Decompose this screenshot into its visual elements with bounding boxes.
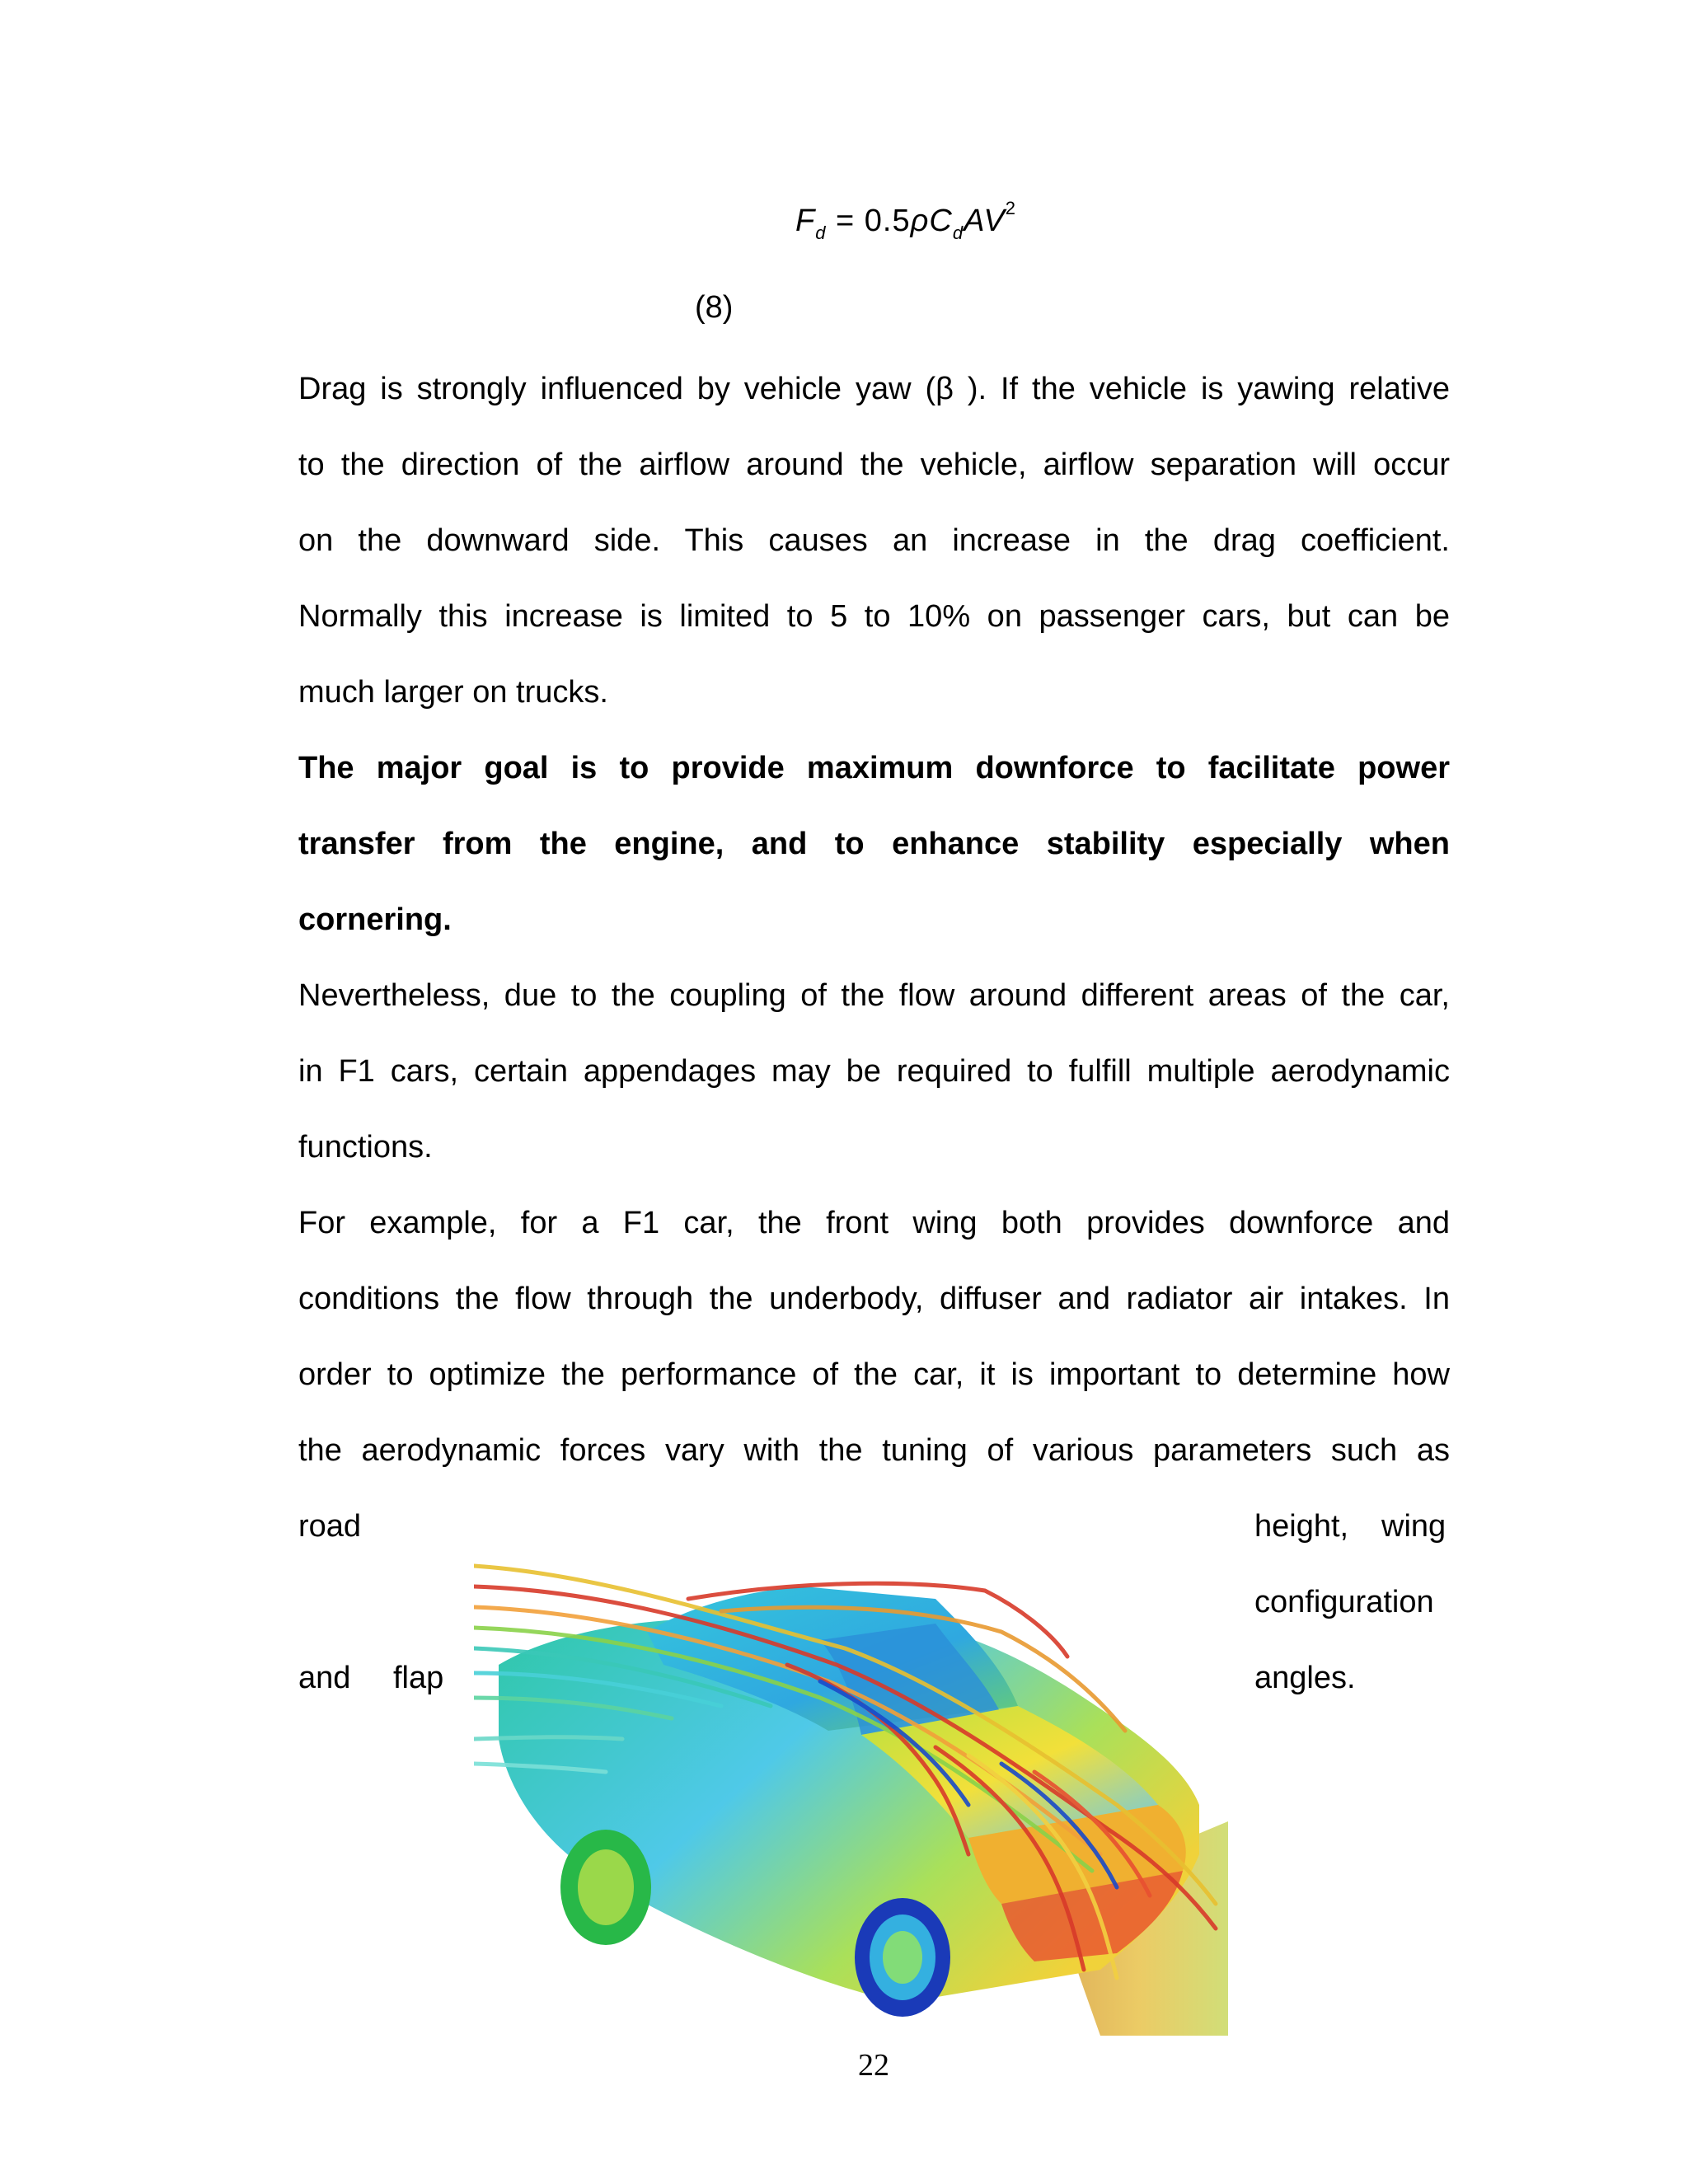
text-line: conditions the flow through the underbody, diffuser and radiator air intakes. In — [298, 1282, 1450, 1316]
text-word: wing — [1381, 1509, 1447, 1544]
page-number: 22 — [858, 2048, 889, 2083]
text-line: Normally this increase is limited to 5 to 10% on passenger cars, but can be — [298, 599, 1450, 634]
bold-text-line: cornering. — [298, 902, 452, 937]
eq-equals: = 0.5 — [826, 204, 911, 238]
text-word: configuration — [1254, 1585, 1434, 1619]
text-word: flap — [393, 1661, 444, 1695]
cfd-car-streamline-figure — [474, 1541, 1228, 2036]
bold-text-line: The major goal is to provide maximum downforce to facilitate power — [298, 751, 1450, 785]
bold-text-line: transfer from the engine, and to enhance stability especially when — [298, 827, 1450, 861]
drag-equation — [795, 198, 1016, 255]
eq-lhs-sub: d — [815, 223, 827, 243]
text-line: Nevertheless, due to the coupling of the flow around different areas of the car, — [298, 978, 1450, 1013]
text-line: order to optimize the performance of the car, it is important to determine how — [298, 1357, 1450, 1392]
text-line: Drag is strongly influenced by vehicle yaw (β ). If the vehicle is yawing relative — [298, 372, 1450, 406]
equation-number: (8) — [695, 290, 734, 325]
text-word: road — [298, 1509, 362, 1544]
eq-sup: 2 — [1005, 198, 1016, 218]
eq-av: AV — [964, 204, 1006, 238]
text-line: to the direction of the airflow around the vehicle, airflow separation will occur — [298, 448, 1450, 482]
eq-lhs: F — [795, 204, 816, 238]
text-line: in F1 cars, certain appendages may be required to fulfill multiple aerodynamic — [298, 1054, 1450, 1089]
text-word: angles. — [1254, 1661, 1356, 1695]
text-line: on the downward side. This causes an increase in the drag coefficient. — [298, 523, 1450, 558]
eq-c-sub: d — [952, 223, 964, 243]
text-line: functions. — [298, 1130, 433, 1165]
eq-rho: ρ — [910, 204, 930, 238]
text-word: and — [298, 1661, 351, 1695]
eq-c: C — [929, 204, 953, 238]
text-line: much larger on trucks. — [298, 675, 608, 710]
text-line: the aerodynamic forces vary with the tuning of various parameters such as — [298, 1433, 1450, 1468]
text-word: height, — [1254, 1509, 1349, 1544]
text-line: For example, for a F1 car, the front wing both provides downforce and — [298, 1206, 1450, 1240]
